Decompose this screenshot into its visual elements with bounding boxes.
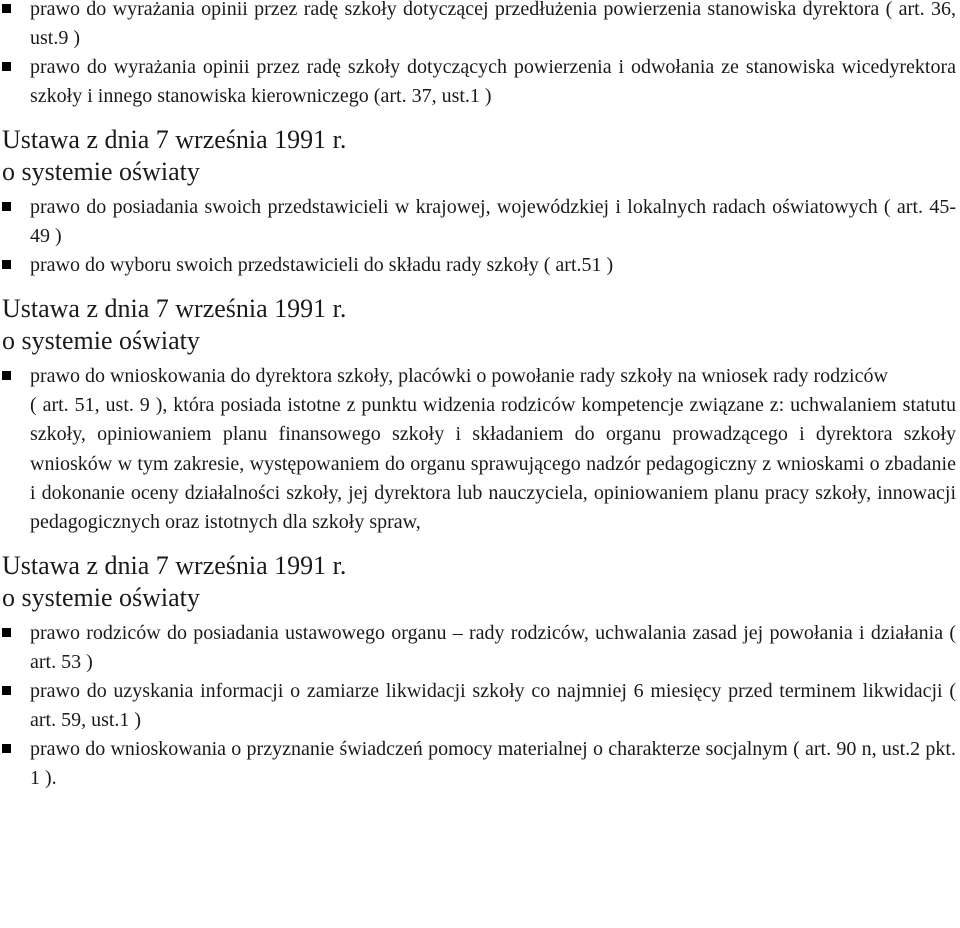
list-item-text: prawo do wyrażania opinii przez radę szkoły dotyczących powierzenia i odwołania ze stanowiska wicedyrektora szkoły i innego stanowiska kierowniczego (art. 37, ust.1 )	[30, 56, 956, 107]
square-bullet-icon	[2, 4, 11, 13]
square-bullet-icon	[2, 260, 11, 269]
section-subtitle: o systemie oświaty	[2, 583, 200, 613]
list-item-text: prawo do wyrażania opinii przez radę szkoły dotyczącej przedłużenia powierzenia stanowiska dyrektora ( art. 36, ust.9 )	[30, 0, 956, 49]
list-item-text: prawo do wnioskowania do dyrektora szkoły, placówki o powołanie rady szkoły na wniosek rady rodziców	[30, 365, 888, 387]
section-subtitle: o systemie oświaty	[2, 326, 200, 355]
list-item-text: prawo do wyboru swoich przedstawicieli do składu rady szkoły ( art.51 )	[30, 254, 614, 276]
section-title: Ustawa z dnia 7 września 1991 r.	[2, 551, 347, 581]
square-bullet-icon	[2, 744, 11, 753]
list-item	[2, 362, 956, 391]
law-section	[2, 550, 956, 793]
section-title: Ustawa z dnia 7 września 1991 r.	[2, 125, 347, 154]
list-item	[2, 619, 956, 677]
list-item	[2, 735, 956, 793]
section-title: Ustawa z dnia 7 września 1991 r.	[2, 294, 347, 323]
list-item	[2, 53, 956, 111]
list-item-text: prawo rodziców do posiadania ustawowego organu – rady rodziców, uchwalania zasad jej powołania i działania ( art. 53 )	[30, 622, 956, 674]
list-item	[2, 0, 956, 53]
square-bullet-icon	[2, 628, 11, 637]
square-bullet-icon	[2, 202, 11, 211]
list-item-text: prawo do wnioskowania o przyznanie świadczeń pomocy materialnej o charakterze socjalnym ( art. 90 n, ust.2 pkt. 1 ).	[30, 738, 956, 790]
paragraph-continuation: ( art. 51, ust. 9 ), która posiada istotne z punktu widzenia rodziców kompetencje związane z: uchwalaniem statutu szkoły, opiniowaniem planu finansowego szkoły i składaniem do organu prowadzącego i dyrektora szkoły wniosków w tym zakresie, występowaniem do organu sprawującego nadzór pedagogiczny z wnioskami o zbadanie i dokonanie oceny działalności szkoły, jej dyrektora lub nauczyciela, opiniowaniem planu pracy szkoły, innowacji pedagogicznych oraz istotnych dla szkoły spraw,	[30, 394, 956, 534]
square-bullet-icon	[2, 371, 11, 380]
square-bullet-icon	[2, 62, 11, 71]
list-item	[2, 677, 956, 735]
section-subtitle: o systemie oświaty	[2, 157, 200, 186]
intro-list	[2, 0, 956, 111]
list-item	[2, 193, 956, 251]
law-section	[2, 124, 956, 280]
list-item	[2, 251, 956, 280]
list-item-text: prawo do uzyskania informacji o zamiarze likwidacji szkoły co najmniej 6 miesięcy przed terminem likwidacji ( art. 59, ust.1 )	[30, 680, 956, 732]
law-section	[2, 293, 956, 537]
list-item-text: prawo do posiadania swoich przedstawicieli w krajowej, wojewódzkiej i lokalnych radach oświatowych ( art. 45-49 )	[30, 196, 956, 247]
square-bullet-icon	[2, 686, 11, 695]
